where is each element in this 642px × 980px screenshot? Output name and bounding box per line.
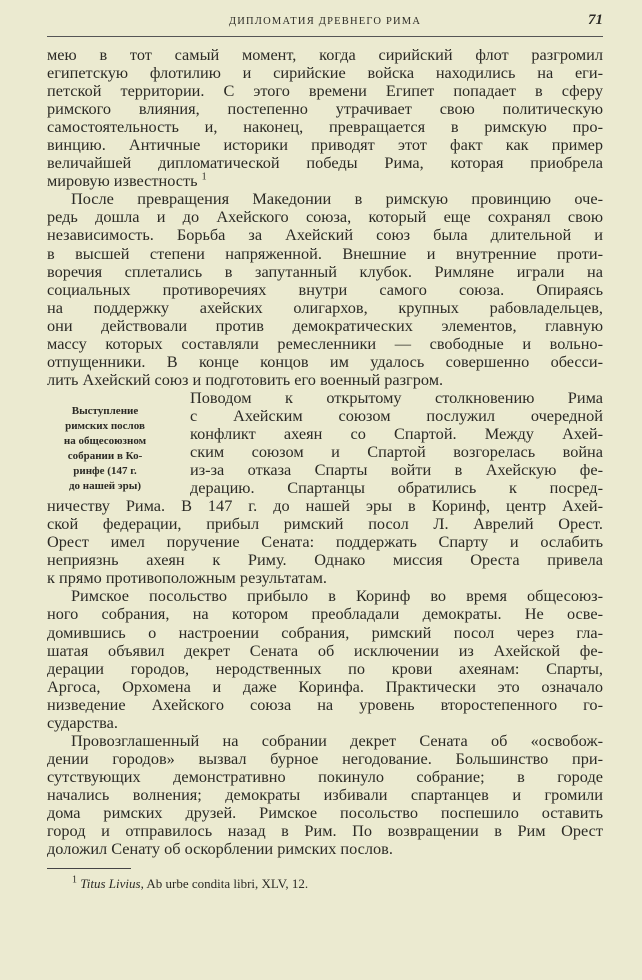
paragraph bbox=[47, 732, 603, 858]
text-line-content: Поводом к открытому столкновению Рима bbox=[190, 387, 603, 407]
text-line-content: редь дошла и до Ахейского союза, который еще сохранял свою bbox=[47, 207, 603, 227]
text-line bbox=[47, 660, 603, 678]
text-line-content: сударства. bbox=[47, 712, 118, 732]
text-line-content: к прямо противоположным результатам. bbox=[47, 568, 327, 588]
margin-note-line: ринфе (147 г. bbox=[73, 465, 137, 477]
text-line bbox=[47, 515, 603, 533]
text-line bbox=[47, 696, 603, 714]
text-line bbox=[47, 804, 603, 822]
page-header bbox=[47, 12, 603, 37]
running-title: ДИПЛОМАТИЯ ДРЕВНЕГО РИМА bbox=[228, 16, 422, 27]
text-line bbox=[47, 714, 603, 732]
text-line bbox=[47, 118, 603, 136]
text-line bbox=[47, 642, 603, 660]
text-line-content: город и отправилось назад в Рим. По возвращении в Рим Орест bbox=[47, 821, 603, 841]
text-line-content: социальных противоречиях внутри самого союза. Опираясь bbox=[47, 279, 603, 299]
text-line-content: отпущенники. В конце концов им удалось совершенно обесси- bbox=[47, 351, 603, 371]
text-line-content: в высшей степени напряженной. Внешние и внутренние проти- bbox=[47, 243, 603, 263]
text-line-content: Аргоса, Орхомена и даже Коринфа. Практически это означало bbox=[47, 676, 603, 696]
paragraph bbox=[47, 587, 603, 731]
text-line bbox=[47, 172, 603, 190]
text-line-content: мею в тот самый момент, когда сирийский флот разгромил bbox=[47, 45, 603, 64]
text-line-content: лить Ахейский союз и подготовить его военный разгром. bbox=[47, 369, 444, 389]
margin-note bbox=[47, 404, 163, 494]
text-line-content: петской территории. С этого времени Египет попадает в сферу bbox=[47, 81, 603, 101]
text-line bbox=[47, 317, 603, 335]
text-line-content: Провозглашенный на собрании декрет Сената об «освобож- bbox=[71, 730, 603, 750]
text-line-content: массу которых составляли ремесленники — свободные и вольно- bbox=[47, 333, 603, 353]
text-line-content: сутствующих демонстративно покинуло собрание; в городе bbox=[47, 766, 603, 786]
text-line bbox=[47, 371, 603, 389]
text-line-content: они действовали против демократических элементов, главную bbox=[47, 315, 603, 335]
text-line bbox=[47, 353, 603, 371]
text-line-content: конфликт ахеян со Спартой. Между Ахей- bbox=[190, 423, 603, 443]
text-line-content: самостоятельность и, наконец, превращается в римскую про- bbox=[47, 117, 603, 137]
text-line bbox=[47, 750, 603, 768]
text-line-content: из-за отказа Спарты войти в Ахейскую фе- bbox=[190, 460, 603, 480]
text-line-content: домившись о настроении собрания, римский посол через гла- bbox=[47, 622, 603, 642]
text-line-content: После превращения Македонии в римскую провинцию оче- bbox=[71, 189, 603, 209]
text-line-content: ским союзом и Спартой возгорелась война bbox=[190, 442, 603, 462]
text-line-content: ской федерации, прибыл римский посол Л. Аврелий Орест. bbox=[47, 514, 603, 534]
text-line bbox=[47, 82, 603, 100]
paragraph bbox=[47, 46, 603, 190]
text-line-content: на поддержку ахейских олигархов, крупных рабовладельцев, bbox=[47, 297, 603, 317]
margin-note-line: Выступление bbox=[71, 405, 139, 417]
text-line bbox=[47, 840, 603, 858]
text-line-content: низведение Ахейского союза на уровень второстепенного го- bbox=[47, 694, 603, 714]
text-line bbox=[47, 497, 603, 515]
footnote-reference: 1 bbox=[201, 171, 207, 183]
text-line-content: дома римских друзей. Римское посольство поспешило оставить bbox=[47, 802, 603, 822]
footnote bbox=[72, 876, 308, 892]
text-line-content: доложил Сенату об оскорблении римских послов. bbox=[47, 839, 393, 859]
text-line bbox=[47, 551, 603, 569]
footnote-author: Titus Livius bbox=[80, 876, 141, 891]
text-line-content: Орест имел поручение Сената: поддержать Спарту и ослабить bbox=[47, 532, 603, 552]
text-line-content: дении городов» вызвал бурное негодование. Большинство при- bbox=[47, 748, 603, 768]
margin-note-line: до нашей эры) bbox=[68, 480, 142, 492]
text-line-content: ничеству Рима. В 147 г. до нашей эры в Коринф, центр Ахей- bbox=[47, 496, 603, 516]
text-line-content: величайшей дипломатической победы Рима, которая приобрела bbox=[47, 153, 603, 173]
text-line bbox=[47, 335, 603, 353]
text-line bbox=[47, 263, 603, 281]
text-line bbox=[47, 299, 603, 317]
text-line bbox=[47, 245, 603, 263]
text-line bbox=[47, 100, 603, 118]
paragraph bbox=[47, 190, 603, 389]
text-line-content: начались волнения; демократы избивали спартанцев и громили bbox=[47, 784, 603, 804]
text-line bbox=[47, 605, 603, 623]
text-line bbox=[47, 768, 603, 786]
text-line bbox=[47, 226, 603, 244]
text-line-content: неприязнь ахеян к Риму. Однако миссия Ореста привела bbox=[47, 550, 603, 570]
text-line bbox=[47, 154, 603, 172]
text-line-content: египетскую флотилию и сирийские войска находились на еги- bbox=[47, 63, 603, 83]
text-line-content: дерации городов, неродственных по крови ахеянам: Спарты, bbox=[47, 658, 603, 678]
text-line bbox=[47, 64, 603, 82]
footnote-divider bbox=[47, 868, 131, 869]
page-number: 71 bbox=[588, 12, 603, 28]
text-line bbox=[47, 281, 603, 299]
margin-note-line: римских послов bbox=[65, 420, 145, 432]
text-line bbox=[47, 190, 603, 208]
footnote-number: 1 bbox=[72, 874, 77, 886]
text-line-content: ного собрания, на котором преобладали демократы. Не осве- bbox=[47, 604, 603, 624]
text-line-content: Римское посольство прибыло в Коринф во время общесоюз- bbox=[71, 586, 603, 606]
text-line bbox=[47, 569, 603, 587]
text-line-content: мировую известность bbox=[47, 171, 198, 191]
text-line-content: шатая объявил декрет Сената об исключении из Ахейской фе- bbox=[47, 640, 603, 660]
margin-note-line: собрании в Ко- bbox=[67, 450, 143, 462]
text-line-content: воречия сплетались в запутанный клубок. Римляне играли на bbox=[47, 261, 603, 281]
text-line bbox=[47, 533, 603, 551]
text-line bbox=[47, 732, 603, 750]
text-line-content: дерацию. Спартанцы обратились к посред- bbox=[190, 478, 603, 498]
text-line-content: с Ахейским союзом послужил очередной bbox=[190, 405, 603, 425]
text-line bbox=[47, 136, 603, 154]
footnote-text: , Ab urbe condita libri, XLV, 12. bbox=[140, 876, 309, 891]
text-line bbox=[47, 624, 603, 642]
text-line-content: независимость. Борьба за Ахейский союз была длительной и bbox=[47, 225, 603, 245]
text-line bbox=[47, 208, 603, 226]
text-line bbox=[47, 822, 603, 840]
margin-note-line: на общесоюзном bbox=[63, 435, 147, 447]
text-line bbox=[47, 587, 603, 605]
text-line-content: винцию. Античные историки приводят этот факт как пример bbox=[47, 135, 603, 155]
text-line-content: римского влияния, постепенно утрачивает свою политическую bbox=[47, 99, 603, 119]
text-line bbox=[47, 46, 603, 64]
text-line bbox=[47, 786, 603, 804]
text-line bbox=[47, 678, 603, 696]
